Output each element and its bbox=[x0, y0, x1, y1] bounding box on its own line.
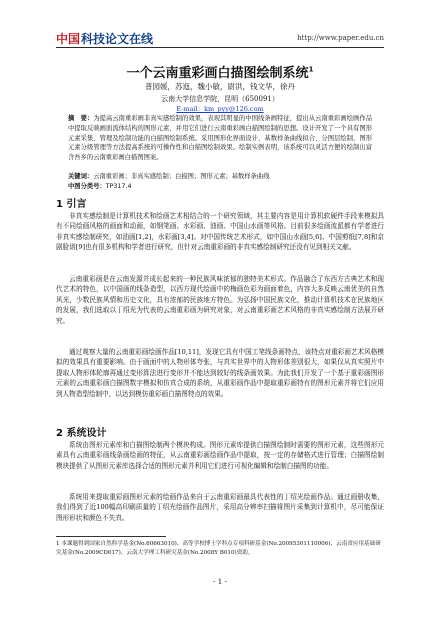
abstract-text: 为提高云南重彩画非真实感绘制的效果，表现其明显的中国线条画特征，提出从云南重彩画绘画作品中提取反映画面流体结构的图形元素，并用它们进行云南重彩画白描图绘制的思想。设计开发了一个具有图形元素采集、管理及绘制功能的白描图绘制系统。采用图形化界面设计、基数样条曲线拟合、分图层绘制、图形元素分级管理等方法提高系统的可操作性和白描图绘制效果。绘制实例表明，该系统可以灵活方便的绘制出富含吾乡的云南重彩画白描图图案。 bbox=[68, 115, 373, 162]
site-url[interactable]: http://www.paper.edu.cn bbox=[297, 34, 384, 42]
design-paragraph-2: 系统用来提取重彩画图形元素的绘画作品来自于云南重彩画最具代表性的丁绍光绘画作品。通过画册收集，我们得到了近100幅高印刷质量的丁绍光绘画作品图片，采用高分辨率扫描将图片采集到计算机中，尽可能保证图形形状和颜色不失真。 bbox=[56, 493, 384, 522]
footnote-divider bbox=[56, 536, 166, 537]
design-paragraph-1: 系统由图形元素库和白描图绘制两个模块构成。图形元素库提供白描图绘制时需要的图形元素，这些图形元素具有云南重彩画线条画绘画的特征，从云南重彩画绘画作品中提取，按一定的存储格式进行管理；白描图绘制模块提供了从图形元素库选择合适的图形元素并利用它们进行可视化编辑和绘制白描图的功能。 bbox=[56, 441, 384, 470]
keywords bbox=[68, 171, 270, 180]
classification-label: 中图分类号： bbox=[68, 183, 106, 190]
intro-paragraph-1: 非真实感绘制是计算机技术和绘画艺术相结合的一个研究领域，其主要内容是用计算机软硬件手段来模拟具有不同绘画风格的画面和动画，如钢笔画、水彩画、油画、中国山水画等风格。目前很多绘画流派都有学者进行非真实感绘制研究，如油画[1,2]，水彩画[3,4]。对中国传统艺术形式，如中国山水画[5,6]、中国剪纸[7,8]和京剧脸谱[9]也有很多机构和学者进行研究，但针对云南重彩画的非真实感绘制研究还没有见到相关文献。 bbox=[56, 212, 384, 252]
classification-text: TP317.4 bbox=[105, 183, 132, 190]
page-header bbox=[0, 0, 440, 52]
abstract bbox=[68, 114, 372, 163]
logo-blue-text: 科技论文在线 bbox=[81, 31, 154, 46]
keywords-text: 云南重彩画；非真实感绘制；白描图；图形元素；基数样条曲线 bbox=[93, 173, 270, 180]
intro-paragraph-2: 云南重彩画是在云南发源并成长起来的一种民族风味浓郁的独特美术形式。作品融合了东西方古典艺术和现代艺术的特色，以中国画的线条造型，以西方现代绘画中的梅画色彩为画面着色，内容大多反映云南优美的自然风光，少数民族风情和历史文化，具有浓郁的民族地方特色。为弘扬中国民族文化，推动计算机技术在民族地区的发展，我们选取以丁绍光为代表的云南重彩画为研究对象，对云南重彩画艺术风格的非真实感绘制方法展开研究。 bbox=[56, 275, 384, 325]
footnote: 1 本课题得到国家自然科学基金(No.60663010)、高等学校博士学科点专项科研基金(No.20095301110006)、云南省应用基础研究基金(No.2009CD017)、云南大学理工科研究基金(No.2008Y B010)资助。 bbox=[56, 541, 381, 556]
title-text: 一个云南重彩画白描图绘制系统 bbox=[126, 66, 309, 81]
logo-red-text: 中国 bbox=[56, 31, 81, 46]
author-list: 普园媛，苏迤，魏小敏，尉洪，钱文华，徐丹 bbox=[145, 82, 295, 91]
header-divider bbox=[56, 47, 384, 48]
paper-title bbox=[0, 62, 440, 81]
intro-paragraph-3: 通过观察大量的云南重彩画绘画作品[10,11]，发现它具有中国工笔线条画特点，该特点对重彩画艺术风格模拟的效果具有重要影响。由于画面中的人物形体夸张，与真实世界中的人物形体差别很大，如果仅从真实照片中提取人物形体轮廓再通过变形算法进行变形并不能达到较好的线条画效果。为此我们开发了一个基于重彩画图形元素的云南重彩画白描图数字模拟和仿真合成的系统，从重彩画作品中提取重彩画特有的图形元素并将它们应用到人物造型绘制中，以达到模仿重彩画白描图特点的效果。 bbox=[56, 348, 384, 398]
site-logo[interactable] bbox=[56, 30, 153, 46]
affiliation: 云南大学信息学院，昆明（650091） bbox=[161, 95, 279, 103]
title-footnote-mark: 1 bbox=[308, 65, 314, 74]
author-email[interactable]: E-mail：km_pyy@126.com bbox=[176, 105, 264, 113]
section-heading-design: 2 系统设计 bbox=[56, 428, 107, 439]
keywords-label: 关键词： bbox=[68, 173, 94, 180]
section-heading-intro: 1 引言 bbox=[56, 199, 87, 210]
page-number: - 1 - bbox=[213, 578, 227, 586]
abstract-label: 摘 要： bbox=[68, 115, 94, 122]
classification bbox=[68, 181, 131, 190]
